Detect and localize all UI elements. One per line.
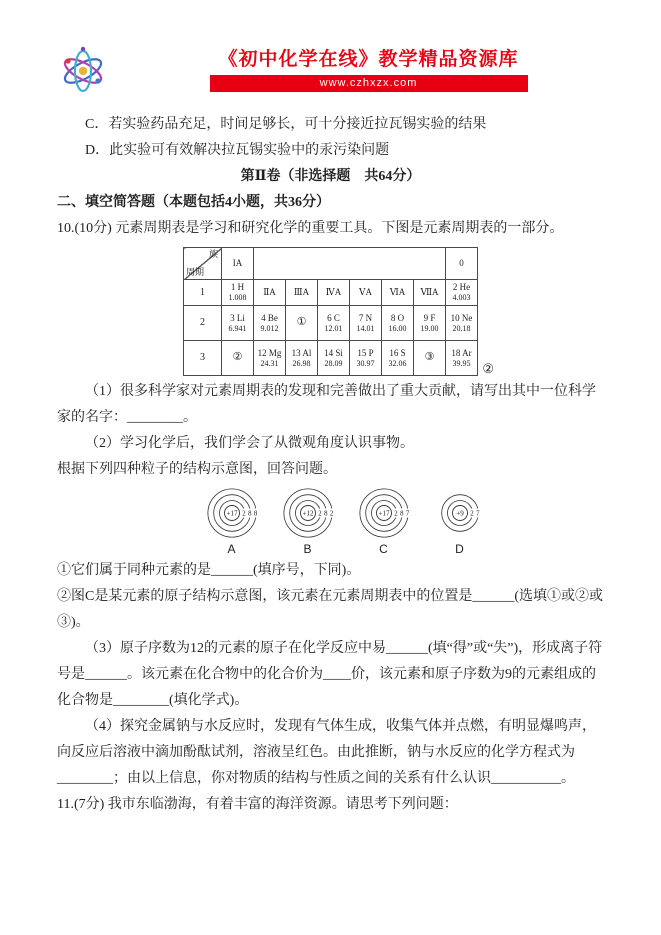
question-10-3: （3）原子序数为12的元素的原子在化学反应中易______(填“得”或“失”)，形成离子符号是______。该元素在化合物中的化合价为____价，该元素和原子序数为9的元素组成的化合物是________(填化学式)。: [57, 641, 603, 708]
element-cell-Mg: 12 Mg 24.31: [254, 341, 286, 376]
element-cell-P: 15 P 30.97: [350, 341, 382, 376]
question-10-1: （1）很多科学家对元素周期表的发现和完善做出了重大贡献，请写出其中一位科学家的名字：________。: [57, 384, 596, 425]
element-cell-Be: 4 Be 9.012: [254, 306, 286, 341]
group-label-0: 0: [446, 248, 478, 280]
group-label-va: ⅤA: [350, 280, 382, 306]
periodic-table: [183, 247, 478, 376]
bohr-model-icon: [277, 486, 339, 542]
placeholder-cell-1: ①: [286, 306, 318, 341]
svg-text:2: 2: [317, 510, 322, 518]
svg-text:8: 8: [323, 510, 328, 518]
part-heading: 二、填空简答题（本题包括4小题，共36分）: [57, 195, 330, 210]
particle-label: C: [379, 542, 388, 556]
svg-text:8: 8: [253, 510, 257, 518]
question-10-2-sub1: ①它们属于同种元素的是______(填序号，下同)。: [57, 563, 361, 578]
question-10-2-sub2: ②图C是某元素的原子结构示意图，该元素在元素周期表中的位置是______(选填①或②或③)。: [57, 589, 603, 630]
site-url-banner: www.czhxzx.com: [210, 75, 528, 92]
period-2-label: 2: [184, 306, 222, 341]
element-cell-Al: 13 Al 26.98: [286, 341, 318, 376]
corner-group-label: 族: [208, 249, 218, 259]
section-heading: 第Ⅱ卷（非选择题 共64分）: [240, 169, 421, 184]
svg-text:2: 2: [393, 510, 398, 518]
svg-text:7: 7: [405, 510, 409, 518]
svg-text:+9: +9: [455, 509, 464, 518]
bohr-model-icon: [353, 486, 415, 542]
question-10-2-lead: 根据下列四种粒子的结构示意图，回答问题。: [57, 462, 337, 477]
document-content: [0, 98, 661, 818]
element-cell-Si: 14 Si 28.09: [318, 341, 350, 376]
corner-period-label: 周期: [186, 267, 205, 278]
bohr-model-icon: [201, 486, 263, 542]
particle-diagram-C: [353, 486, 415, 556]
element-cell-He: 2 He 4.003: [446, 280, 478, 306]
question-11-intro: 11.(7分) 我市东临渤海，有着丰富的海洋资源。请思考下列问题：: [57, 797, 458, 812]
svg-text:2: 2: [329, 510, 333, 518]
particle-diagrams-figure: [87, 486, 604, 556]
table-empty-span: [254, 248, 446, 280]
option-c: C．若实验药品充足，时间足够长，可十分接近拉瓦锡实验的结果: [85, 117, 487, 132]
element-cell-Li: 3 Li 6.941: [222, 306, 254, 341]
particle-diagram-A: [201, 486, 263, 556]
svg-text:+12: +12: [302, 509, 313, 518]
element-cell-Ne: 10 Ne 20.18: [446, 306, 478, 341]
site-title: 《初中化学在线》教学精品资源库: [218, 49, 519, 70]
element-cell-H: 1 H 1.008: [222, 280, 254, 306]
particle-label: B: [303, 542, 312, 556]
particle-diagram-D: [429, 486, 491, 556]
question-10-intro: 10.(10分) 元素周期表是学习和研究化学的重要工具。下图是元素周期表的一部分。: [57, 221, 564, 236]
option-d: D．此实验可有效解决拉瓦锡实验中的汞污染问题: [85, 143, 390, 158]
atom-logo-icon: [60, 44, 106, 98]
periodic-table-figure: [183, 247, 494, 376]
element-cell-S: 16 S 32.06: [382, 341, 414, 376]
svg-text:+17: +17: [226, 509, 237, 518]
particle-label: A: [227, 542, 236, 556]
svg-text:7: 7: [475, 510, 480, 518]
element-cell-Ar: 18 Ar 39.95: [446, 341, 478, 376]
svg-text:+17: +17: [378, 509, 389, 518]
bohr-model-icon: [429, 486, 491, 542]
element-cell-N: 7 N 14.01: [350, 306, 382, 341]
svg-text:2: 2: [241, 510, 246, 518]
group-label-ia: IA: [222, 248, 254, 280]
particle-label: D: [455, 542, 464, 556]
element-cell-O: 8 O 16.00: [382, 306, 414, 341]
site-logo: [60, 44, 106, 98]
element-cell-C: 6 C 12.01: [318, 306, 350, 341]
document-header: [0, 0, 661, 98]
placeholder-cell-2: ②: [222, 341, 254, 376]
group-label-iia: ⅡA: [254, 280, 286, 306]
table-annotation: ②: [482, 361, 494, 376]
placeholder-cell-3: ③: [414, 341, 446, 376]
period-3-label: 3: [184, 341, 222, 376]
svg-text:8: 8: [399, 510, 404, 518]
group-label-via: ⅥA: [382, 280, 414, 306]
period-1-label: 1: [184, 280, 222, 306]
element-cell-F: 9 F 19.00: [414, 306, 446, 341]
group-label-iva: ⅣA: [318, 280, 350, 306]
header-title-block: [176, 44, 561, 92]
group-label-viia: ⅦA: [414, 280, 446, 306]
question-10-4: （4）探究金属钠与水反应时，发现有气体生成，收集气体并点燃，有明显爆鸣声，向反应后溶液中滴加酚酞试剂，溶液呈红色。由此推断，钠与水反应的化学方程式为________；由以上信息，你对物质的结构与性质之间的关系有什么认识__________。: [57, 719, 596, 786]
table-corner-cell: [184, 248, 222, 280]
particle-diagram-B: [277, 486, 339, 556]
svg-text:8: 8: [247, 510, 252, 518]
group-label-iiia: ⅢA: [286, 280, 318, 306]
svg-text:2: 2: [469, 510, 474, 518]
question-10-2: （2）学习化学后，我们学会了从微观角度认识事物。: [85, 436, 414, 451]
